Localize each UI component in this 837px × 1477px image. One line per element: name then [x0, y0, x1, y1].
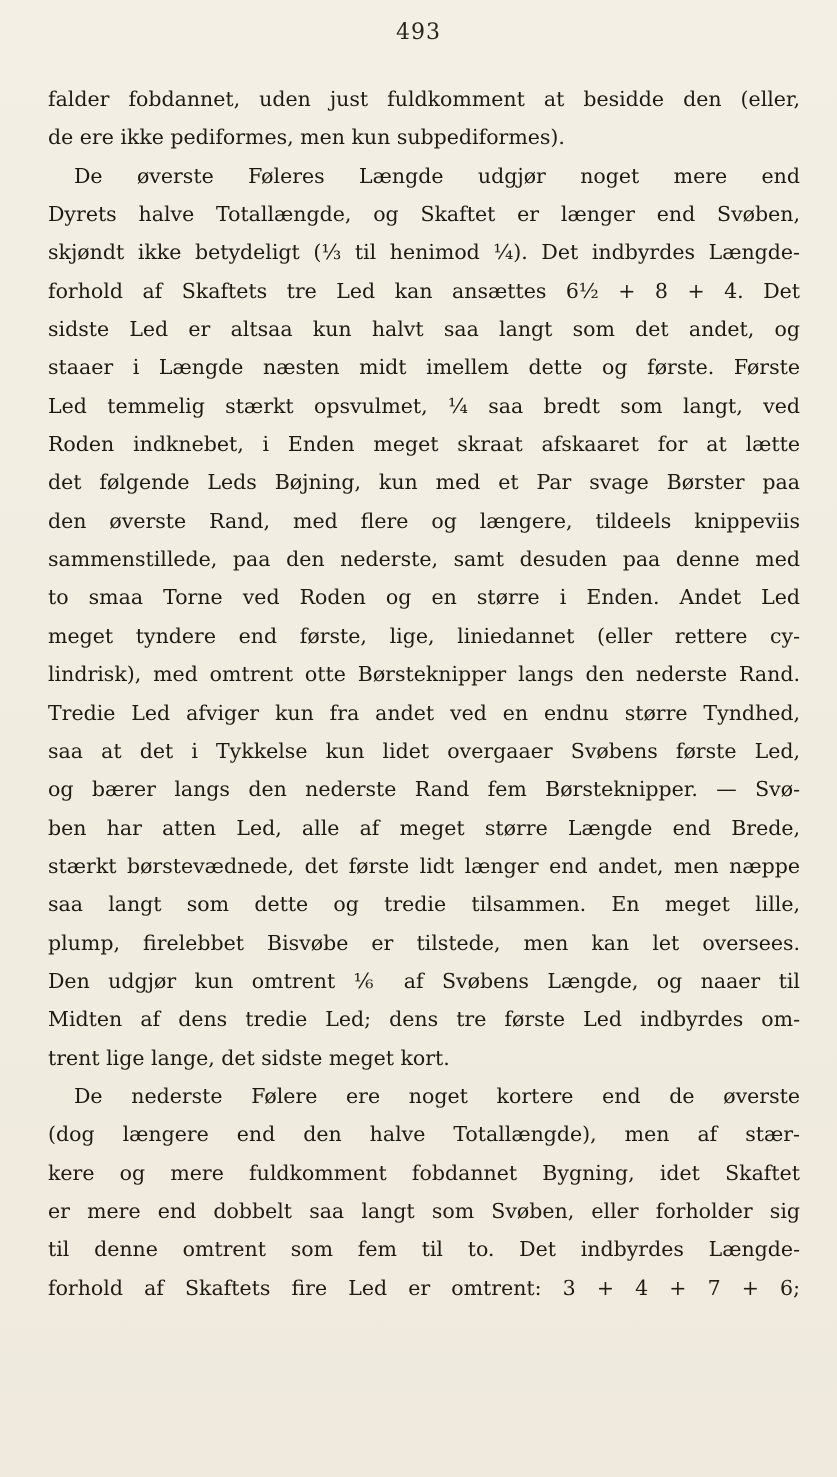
text-line: sammenstillede, paa den nederste, samt desuden paa denne med — [48, 547, 800, 572]
text-line: Midten af dens tredie Led; dens tre første Led indbyrdes om- — [48, 1007, 800, 1032]
text-line: det følgende Leds Bøjning, kun med et Par svage Børster paa — [48, 470, 800, 495]
text-line: Roden indknebet, i Enden meget skraat afskaaret for at lætte — [48, 432, 800, 457]
text-line: den øverste Rand, med flere og længere, tildeels knippeviis — [48, 508, 800, 533]
text-line: sidste Led er altsaa kun halvt saa langt som det andet, og — [48, 317, 800, 342]
text-line: falder fobdannet, uden just fuldkomment at besidde den (eller, — [48, 87, 800, 111]
text-line: saa langt som dette og tredie tilsammen. En meget lille, — [48, 892, 800, 917]
text-line: kere og mere fuldkomment fobdannet Bygning, idet Skaftet — [48, 1160, 800, 1185]
text-line: Tredie Led afviger kun fra andet ved en endnu større Tyndhed, — [48, 700, 800, 725]
text-line: de ere ikke pediformes, men kun subpediformes). — [48, 125, 565, 150]
text-line: saa at det i Tykkelse kun lidet overgaaer Svøbens første Led, — [48, 738, 800, 763]
text-line: (dog længere end den halve Totallængde), men af stær- — [48, 1122, 800, 1147]
text-line: to smaa Torne ved Roden og en større i Enden. Andet Led — [48, 585, 800, 610]
text-line: Dyrets halve Totallængde, og Skaftet er længer end Svøben, — [48, 202, 800, 227]
text-line: forhold af Skaftets fire Led er omtrent: 3 + 4 + 7 + 6; — [48, 1275, 800, 1300]
text-line: trent lige lange, det sidste meget kort. — [48, 1045, 450, 1070]
text-line: staaer i Længde næsten midt imellem dette og første. Første — [48, 355, 800, 380]
text-line: og bærer langs den nederste Rand fem Børsteknipper. — Svø- — [48, 777, 800, 802]
text-line: Led temmelig stærkt opsvulmet, ¼ saa bredt som langt, ved — [48, 393, 800, 418]
text-line: ben har atten Led, alle af meget større Længde end Brede, — [48, 815, 800, 840]
text-line: skjøndt ikke betydeligt (⅓ til henimod ¼). Det indbyrdes Længde- — [48, 240, 800, 265]
text-line: er mere end dobbelt saa langt som Svøben, eller forholder sig — [48, 1198, 800, 1223]
text-line: Den udgjør kun omtrent ⅙ af Svøbens Længde, og naaer til — [48, 968, 800, 993]
text-line: lindrisk), med omtrent otte Børsteknipper langs den nederste Rand. — [48, 662, 800, 687]
text-line: De øverste Føleres Længde udgjør noget mere end — [74, 163, 800, 188]
text-line: plump, firelebbet Bisvøbe er tilstede, men kan let oversees. — [48, 930, 800, 955]
text-line: til denne omtrent som fem til to. Det indbyrdes Længde- — [48, 1237, 800, 1262]
body-text — [48, 80, 800, 1307]
text-line: forhold af Skaftets tre Led kan ansættes 6½ + 8 + 4. Det — [48, 278, 800, 303]
page-number: 493 — [396, 20, 441, 45]
text-line: meget tyndere end første, lige, liniedannet (eller rettere cy- — [48, 623, 800, 648]
text-line: stærkt børstevædnede, det første lidt længer end andet, men næppe — [48, 853, 800, 878]
text-line: De nederste Følere ere noget kortere end de øverste — [74, 1083, 800, 1108]
